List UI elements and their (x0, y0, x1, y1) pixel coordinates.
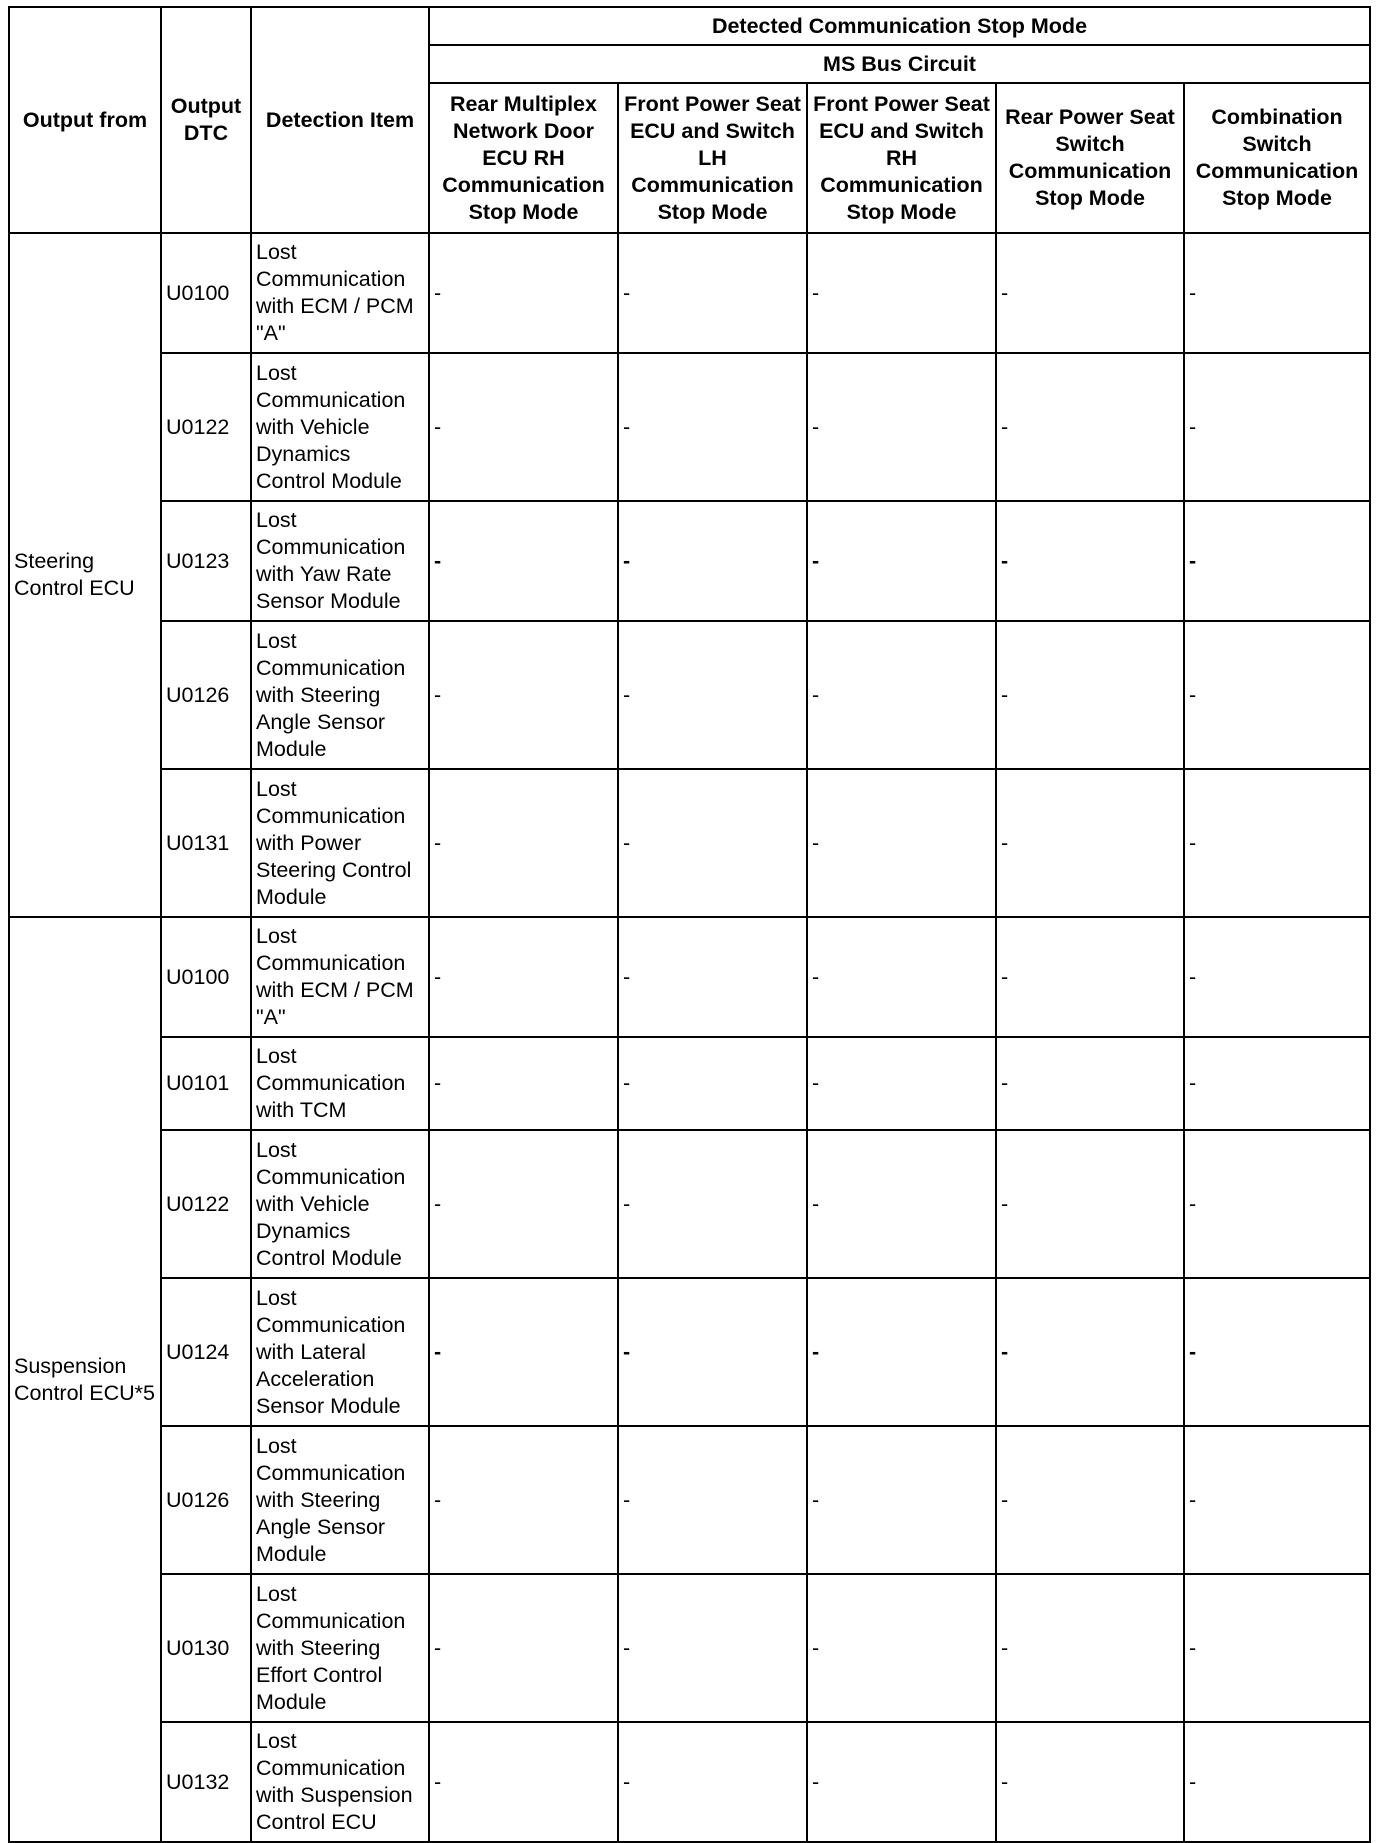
output-from-cell: Steering Control ECU (9, 233, 161, 917)
mode-cell: - (618, 501, 807, 621)
mode-cell: - (807, 1722, 996, 1842)
mode-cell: - (1184, 917, 1370, 1037)
mode-cell: - (618, 353, 807, 501)
mode-cell: - (996, 917, 1184, 1037)
mode-cell: - (618, 1278, 807, 1426)
mode-cell: - (1184, 1037, 1370, 1130)
output-from-cell: Suspension Control ECU*5 (9, 917, 161, 1842)
mode-cell: - (429, 1130, 618, 1278)
dtc-code: U0132 (161, 1722, 251, 1842)
mode-cell: - (1184, 353, 1370, 501)
detection-item: Lost Communication with Steering Angle Sensor Module (251, 1426, 429, 1574)
mode-cell: - (996, 353, 1184, 501)
detection-item: Lost Communication with TCM (251, 1037, 429, 1130)
table-row (9, 1130, 1370, 1278)
mode-cell: - (807, 1426, 996, 1574)
table-row (9, 1574, 1370, 1722)
dtc-code: U0100 (161, 233, 251, 353)
detection-item: Lost Communication with Yaw Rate Sensor Module (251, 501, 429, 621)
header-column: Front Power Seat ECU and Switch LH Communication Stop Mode (618, 83, 807, 233)
mode-cell: - (996, 1426, 1184, 1574)
table-row (9, 917, 1370, 1037)
mode-cell: - (807, 769, 996, 917)
table-row (9, 353, 1370, 501)
mode-cell: - (429, 1426, 618, 1574)
mode-cell: - (996, 501, 1184, 621)
mode-cell: - (807, 1037, 996, 1130)
header-group-title: Detected Communication Stop Mode (429, 7, 1370, 45)
mode-cell: - (618, 233, 807, 353)
detection-item: Lost Communication with ECM / PCM "A" (251, 917, 429, 1037)
mode-cell: - (1184, 1574, 1370, 1722)
header-subgroup-title: MS Bus Circuit (429, 45, 1370, 83)
mode-cell: - (1184, 1722, 1370, 1842)
mode-cell: - (807, 917, 996, 1037)
mode-cell: - (618, 1574, 807, 1722)
table-row (9, 233, 1370, 353)
header-column: Front Power Seat ECU and Switch RH Communication Stop Mode (807, 83, 996, 233)
detection-item: Lost Communication with Steering Effort Control Module (251, 1574, 429, 1722)
mode-cell: - (1184, 769, 1370, 917)
dtc-table (8, 6, 1371, 1843)
table-row (9, 1278, 1370, 1426)
dtc-code: U0126 (161, 621, 251, 769)
dtc-code: U0100 (161, 917, 251, 1037)
mode-cell: - (618, 769, 807, 917)
table-row (9, 1722, 1370, 1842)
mode-cell: - (429, 1722, 618, 1842)
detection-item: Lost Communication with Vehicle Dynamics Control Module (251, 1130, 429, 1278)
detection-item: Lost Communication with Lateral Acceleration Sensor Module (251, 1278, 429, 1426)
mode-cell: - (807, 233, 996, 353)
mode-cell: - (996, 1130, 1184, 1278)
dtc-code: U0124 (161, 1278, 251, 1426)
page (8, 6, 1371, 1843)
mode-cell: - (618, 1037, 807, 1130)
mode-cell: - (996, 1278, 1184, 1426)
table-row (9, 1426, 1370, 1574)
mode-cell: - (1184, 621, 1370, 769)
mode-cell: - (429, 621, 618, 769)
dtc-code: U0122 (161, 1130, 251, 1278)
mode-cell: - (1184, 1130, 1370, 1278)
mode-cell: - (618, 621, 807, 769)
header-column: Rear Multiplex Network Door ECU RH Communication Stop Mode (429, 83, 618, 233)
mode-cell: - (429, 1574, 618, 1722)
mode-cell: - (429, 1278, 618, 1426)
mode-cell: - (618, 1426, 807, 1574)
dtc-code: U0101 (161, 1037, 251, 1130)
dtc-code: U0123 (161, 501, 251, 621)
dtc-code: U0122 (161, 353, 251, 501)
detection-item: Lost Communication with Steering Angle Sensor Module (251, 621, 429, 769)
detection-item: Lost Communication with Power Steering Control Module (251, 769, 429, 917)
mode-cell: - (996, 233, 1184, 353)
mode-cell: - (1184, 501, 1370, 621)
mode-cell: - (996, 1574, 1184, 1722)
table-row (9, 501, 1370, 621)
dtc-code: U0131 (161, 769, 251, 917)
detection-item: Lost Communication with ECM / PCM "A" (251, 233, 429, 353)
mode-cell: - (429, 1037, 618, 1130)
mode-cell: - (429, 769, 618, 917)
dtc-code: U0126 (161, 1426, 251, 1574)
mode-cell: - (807, 1574, 996, 1722)
header-output-dtc: Output DTC (161, 7, 251, 233)
header-detection-item: Detection Item (251, 7, 429, 233)
dtc-code: U0130 (161, 1574, 251, 1722)
mode-cell: - (1184, 1278, 1370, 1426)
mode-cell: - (429, 353, 618, 501)
mode-cell: - (807, 1278, 996, 1426)
mode-cell: - (807, 501, 996, 621)
mode-cell: - (618, 917, 807, 1037)
header-column: Rear Power Seat Switch Communication Stop Mode (996, 83, 1184, 233)
mode-cell: - (429, 501, 618, 621)
table-row (9, 769, 1370, 917)
detection-item: Lost Communication with Vehicle Dynamics Control Module (251, 353, 429, 501)
mode-cell: - (807, 621, 996, 769)
mode-cell: - (429, 233, 618, 353)
mode-cell: - (807, 353, 996, 501)
mode-cell: - (1184, 233, 1370, 353)
mode-cell: - (429, 917, 618, 1037)
mode-cell: - (807, 1130, 996, 1278)
mode-cell: - (996, 621, 1184, 769)
table-row (9, 621, 1370, 769)
header-output-from: Output from (9, 7, 161, 233)
detection-item: Lost Communication with Suspension Control ECU (251, 1722, 429, 1842)
mode-cell: - (996, 1722, 1184, 1842)
header-column: Combination Switch Communication Stop Mode (1184, 83, 1370, 233)
mode-cell: - (618, 1130, 807, 1278)
table-row (9, 1037, 1370, 1130)
mode-cell: - (1184, 1426, 1370, 1574)
mode-cell: - (996, 769, 1184, 917)
mode-cell: - (618, 1722, 807, 1842)
mode-cell: - (996, 1037, 1184, 1130)
